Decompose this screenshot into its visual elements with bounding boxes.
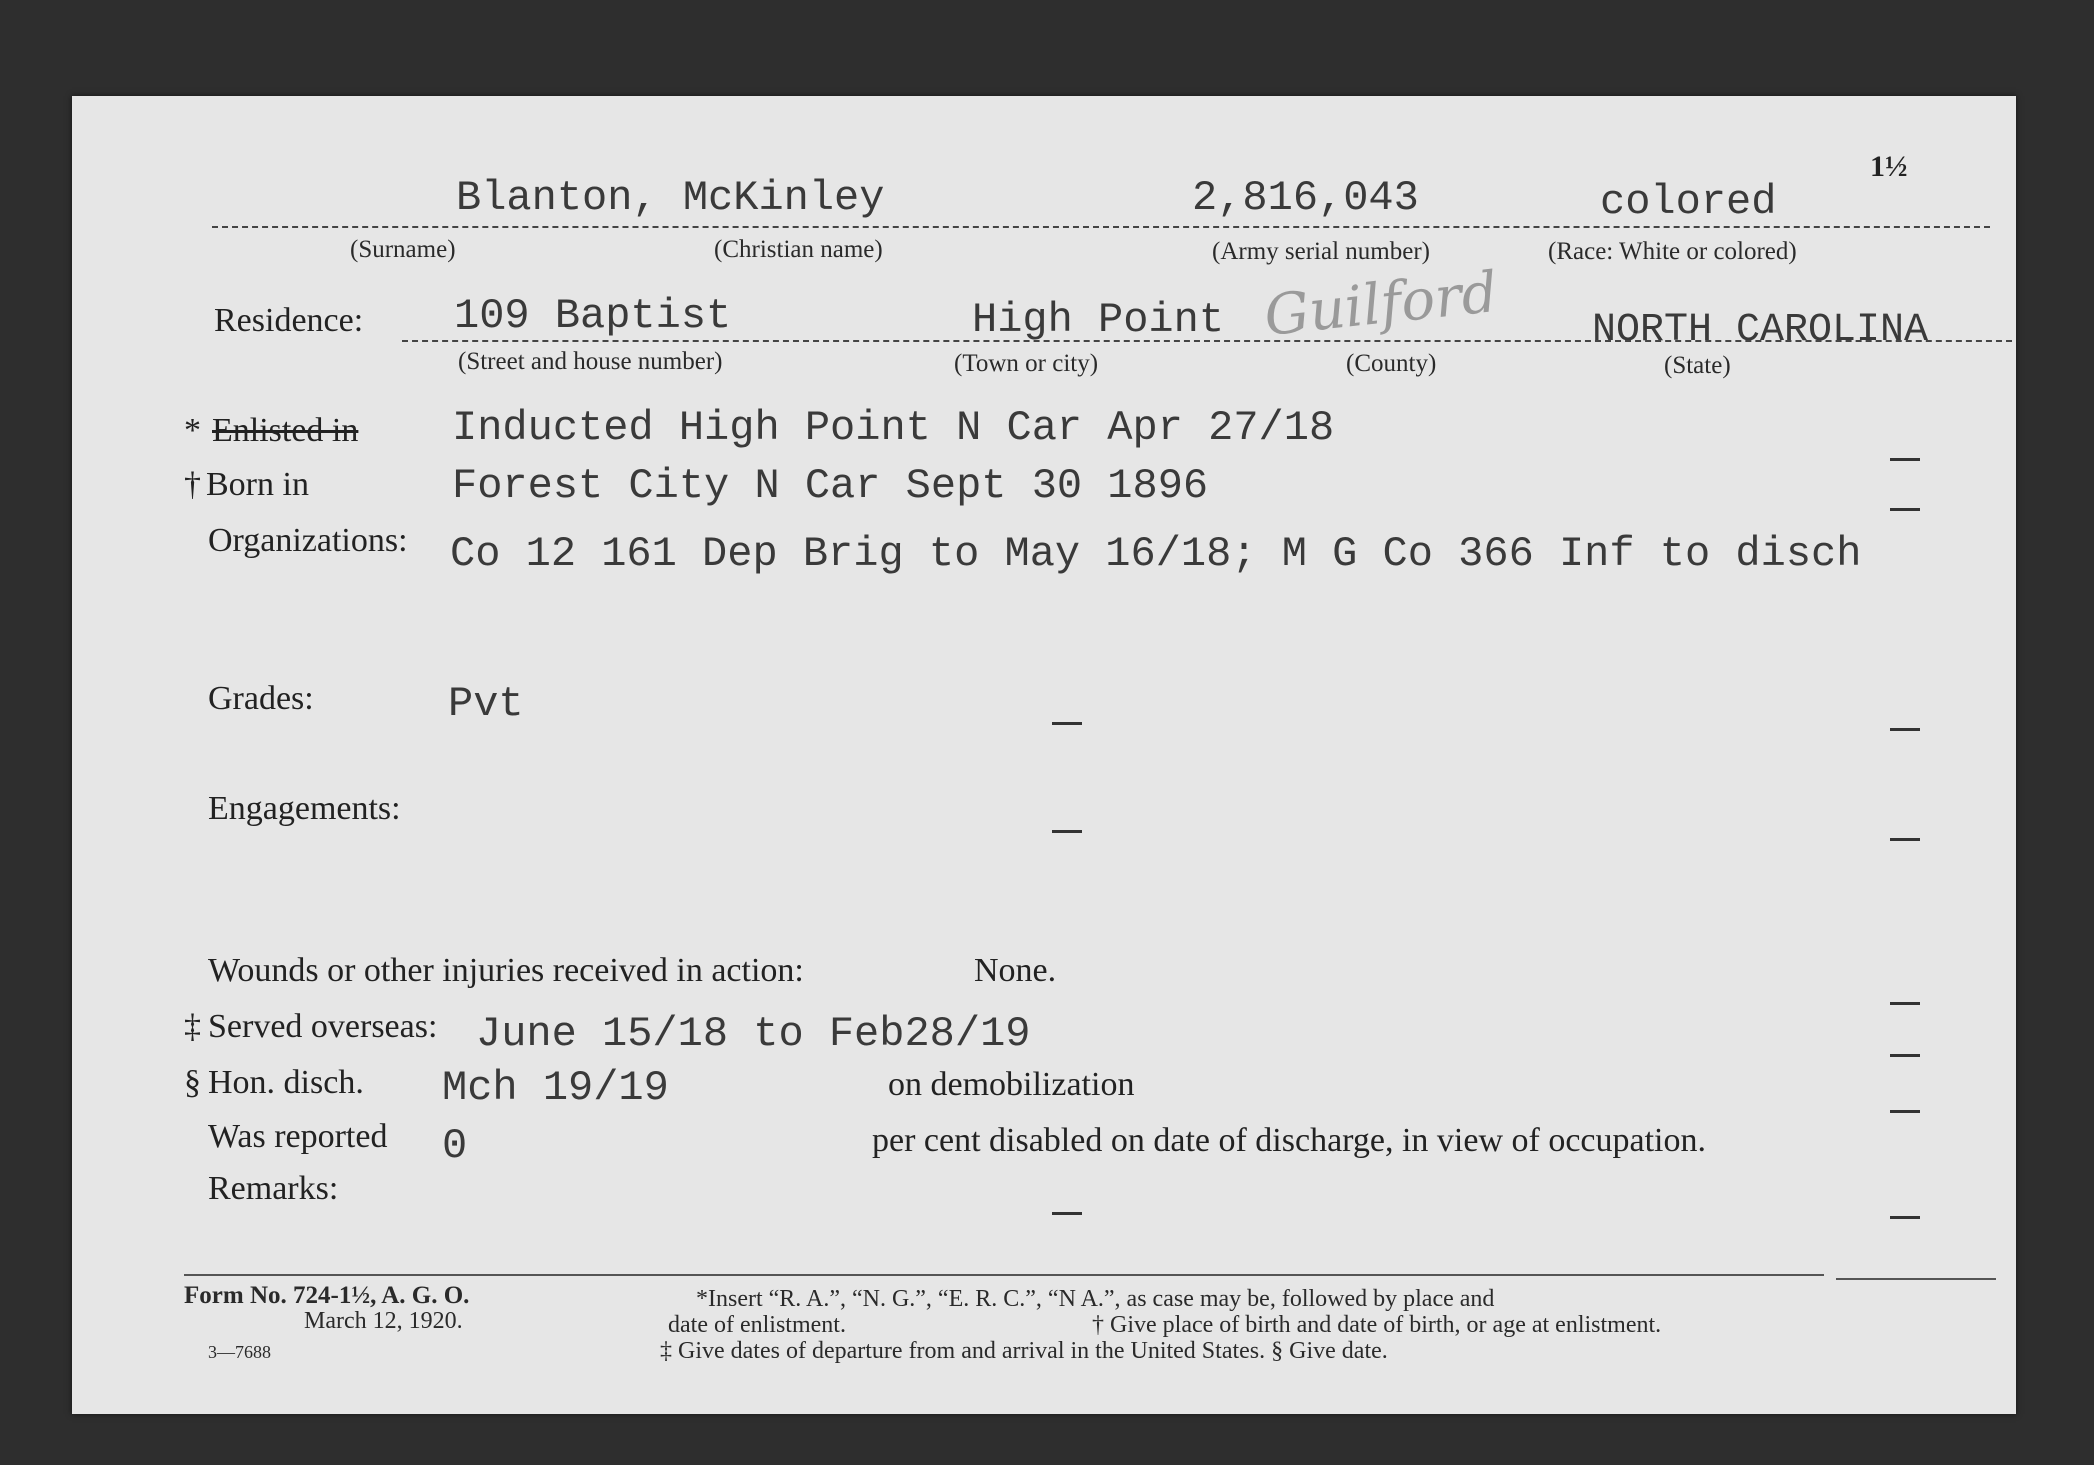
grades-value: Pvt (448, 680, 524, 728)
name-row-line (212, 226, 1990, 228)
wounds-end-tick (1890, 1002, 1920, 1005)
grades-end-tick (1890, 728, 1920, 731)
wounds-label: Wounds or other injuries received in action: (208, 952, 804, 989)
organizations-label: Organizations: (208, 522, 408, 559)
residence-street-value: 109 Baptist (454, 292, 732, 340)
name-value: Blanton, McKinley (456, 174, 885, 222)
footnote-line-2a: date of enlistment. (668, 1312, 846, 1338)
discharge-end-tick (1890, 1110, 1920, 1113)
reported-label: Was reported (208, 1118, 388, 1155)
state-caption: (State) (1664, 352, 1731, 379)
remarks-mid-tick (1052, 1212, 1082, 1215)
discharge-note: on demobilization (888, 1066, 1135, 1103)
residence-county-handwritten: Guilford (1261, 259, 1501, 350)
enlisted-end-tick (1890, 458, 1920, 461)
overseas-label: Served overseas: (208, 1008, 438, 1045)
engagements-label: Engagements: (208, 790, 401, 827)
born-marker: † (184, 466, 201, 503)
engagements-mid-tick (1052, 830, 1082, 833)
overseas-value: June 15/18 to Feb28/19 (476, 1010, 1031, 1058)
residence-state-value: NORTH CAROLINA (1592, 308, 1929, 353)
born-end-tick (1890, 508, 1920, 511)
overseas-marker: ‡ (184, 1008, 201, 1045)
wounds-value: None. (974, 952, 1057, 989)
enlisted-marker: * (184, 412, 201, 449)
form-number: Form No. 724-1½, A. G. O. (184, 1282, 470, 1309)
grades-label: Grades: (208, 680, 314, 717)
grades-mid-tick (1052, 722, 1082, 725)
print-code: 3—7688 (208, 1342, 271, 1362)
footnote-line-3: ‡ Give dates of departure from and arrival in the United States. § Give date. (660, 1338, 1388, 1364)
card-corner-number: 1½ (1870, 150, 1908, 183)
service-record-card (72, 96, 2016, 1414)
engagements-end-tick (1890, 838, 1920, 841)
serial-number-caption: (Army serial number) (1212, 238, 1430, 265)
footnote-line-1: *Insert “R. A.”, “N. G.”, “E. R. C.”, “N A.”, as case may be, followed by place and (696, 1286, 1495, 1312)
remarks-label: Remarks: (208, 1170, 339, 1207)
discharge-date-value: Mch 19/19 (442, 1064, 669, 1112)
race-caption: (Race: White or colored) (1548, 238, 1797, 265)
footnote-line-2b: † Give place of birth and date of birth, or age at enlistment. (1092, 1312, 1662, 1338)
residence-town-value: High Point (972, 296, 1225, 344)
county-caption: (County) (1346, 350, 1437, 377)
race-value: colored (1600, 178, 1777, 226)
footer-rule-right (1836, 1278, 1996, 1280)
residence-label: Residence: (214, 302, 364, 339)
residence-row-line (402, 340, 2012, 342)
serial-number-value: 2,816,043 (1192, 174, 1419, 222)
enlisted-label: Enlisted in (212, 412, 359, 449)
remarks-end-tick (1890, 1216, 1920, 1219)
form-date: March 12, 1920. (304, 1308, 463, 1334)
footer-rule (184, 1274, 1824, 1276)
town-caption: (Town or city) (954, 350, 1099, 377)
reported-disability-text: per cent disabled on date of discharge, in view of occupation. (872, 1122, 1706, 1159)
surname-caption: (Surname) (350, 236, 456, 263)
christian-name-caption: (Christian name) (714, 236, 883, 263)
born-label: Born in (206, 466, 309, 503)
street-caption: (Street and house number) (458, 348, 723, 375)
reported-percent-value: 0 (442, 1122, 468, 1170)
enlisted-value: Inducted High Point N Car Apr 27/18 (452, 404, 1335, 452)
overseas-end-tick (1890, 1054, 1920, 1057)
discharge-marker: § (184, 1064, 201, 1101)
born-value: Forest City N Car Sept 30 1896 (452, 462, 1209, 510)
organizations-value: Co 12 161 Dep Brig to May 16/18; M G Co 366 Inf to disch (450, 530, 1862, 578)
discharge-label: Hon. disch. (208, 1064, 364, 1101)
